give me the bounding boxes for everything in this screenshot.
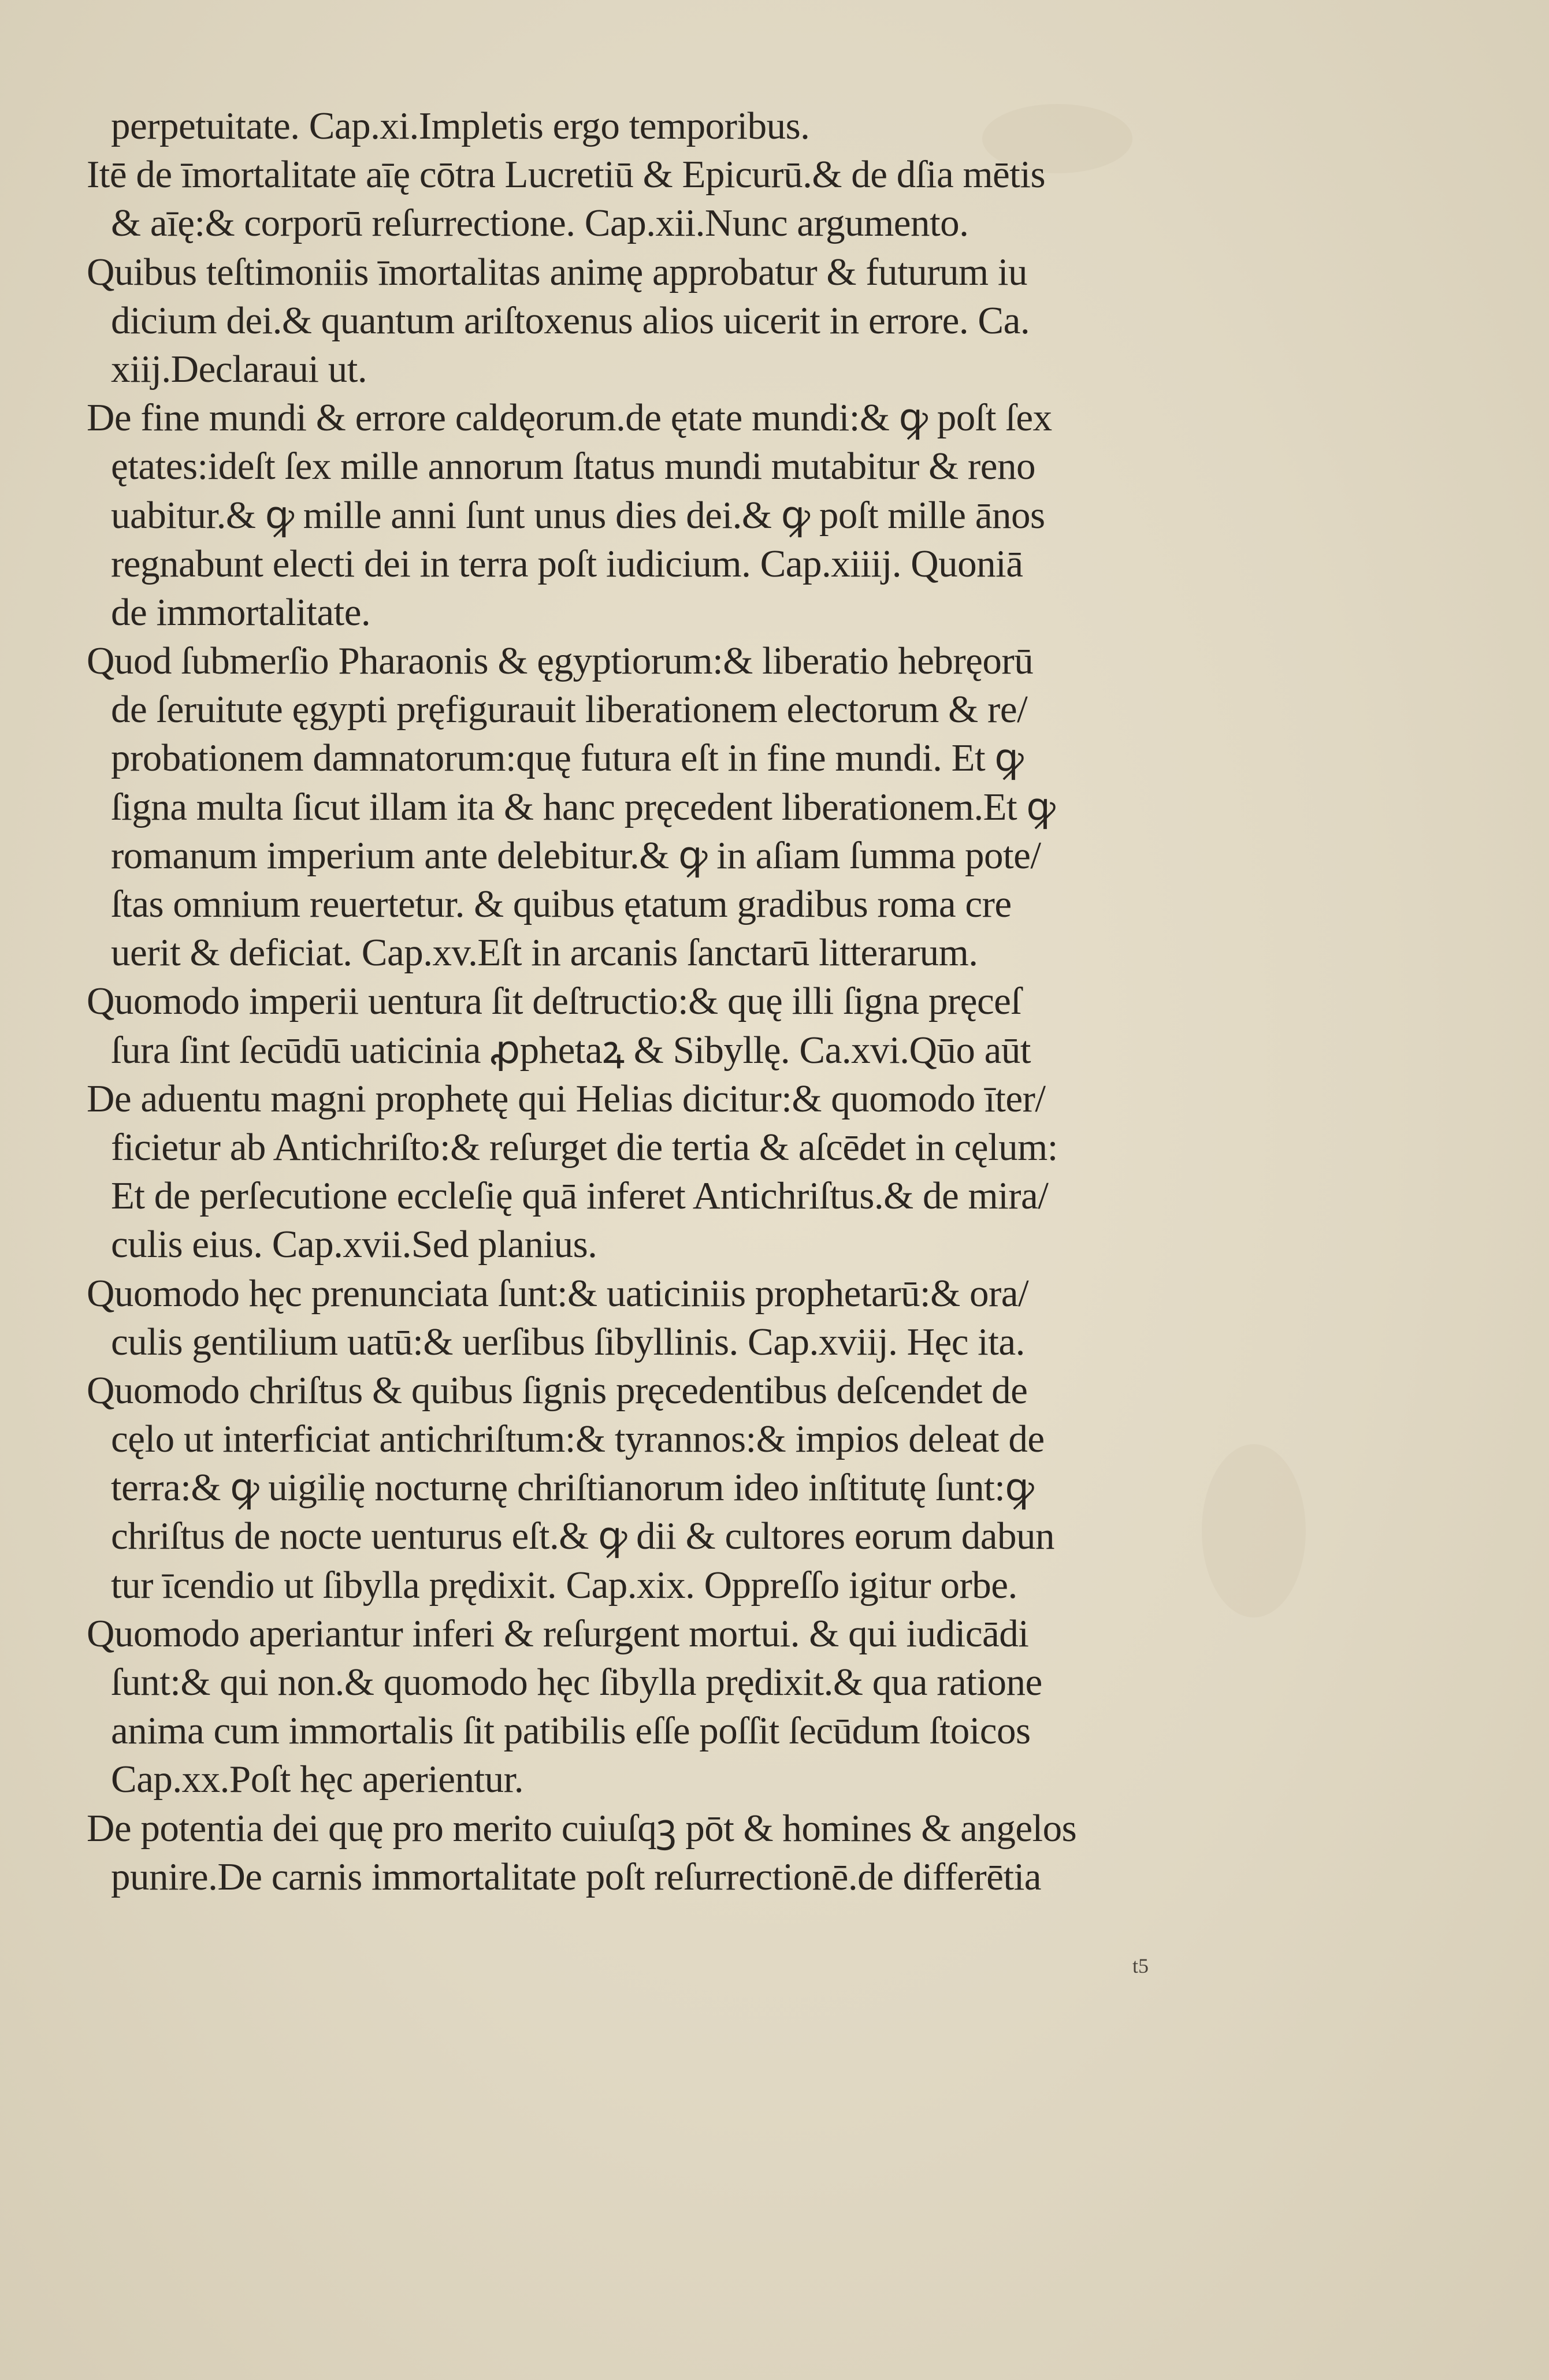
text-line: cęlo ut interficiat antichriſtum:& tyrannos:& impios deleat de [111,1418,1045,1461]
text-line: uerit & deficiat. Cap.xv.Eſt in arcanis ſanctarū litterarum. [111,931,978,975]
text-line: Quod ſubmerſio Pharaonis & ęgyptiorum:& liberatio hebręorū [87,639,1034,683]
text-line: culis eius. Cap.xvii.Sed planius. [111,1223,597,1266]
text-line: De aduentu magni prophetę qui Helias dicitur:& quomodo īter/ [87,1077,1046,1120]
text-line: regnabunt electi dei in terra poſt iudicium. Cap.xiiij. Quoniā [111,542,1023,585]
text-line: perpetuitate. Cap.xi.Impletis ergo temporibus. [111,105,810,147]
text-line: tur īcendio ut ſibylla prędixit. Cap.xix. Oppreſſo igitur orbe. [111,1563,1017,1606]
text-line: ſunt:& qui non.& quomodo hęc ſibylla prędixit.& qua ratione [111,1661,1042,1704]
text-line: ſigna multa ſicut illam ita & hanc pręcedent liberationem.Et ꝙ [111,785,1056,828]
text-line: de immortalitate. [111,590,371,634]
text-line: dicium dei.& quantum ariſtoxenus alios uicerit in errore. Ca. [111,299,1030,342]
text-line: ficietur ab Antichriſto:& reſurget die tertia & aſcēdet in cęlum: [111,1125,1058,1169]
text-line: uabitur.& ꝙ mille anni ſunt unus dies dei.& ꝙ poſt mille ānos [111,493,1045,537]
text-line: Quomodo imperii uentura ſit deſtructio:& quę illi ſigna pręceſ [87,980,1021,1023]
text-line: De potentia dei quę pro merito cuiuſqꝫ pōt & homines & angelos [87,1806,1077,1850]
text-line: de ſeruitute ęgypti pręfigurauit liberationem electorum & re/ [111,688,1028,731]
text-line: Quibus teſtimoniis īmortalitas animę approbatur & futurum iu [87,250,1027,293]
text-line: ſura ſint ſecūdū uaticinia ꝓphetaꝝ & Sibyllę. Ca.xvi.Qūo aūt [111,1028,1031,1072]
text-line: romanum imperium ante delebitur.& ꝙ in aſiam ſumma pote/ [111,834,1041,877]
text-line: ſtas omnium reuertetur. & quibus ętatum gradibus roma cre [111,883,1012,925]
text-line: Itē de īmortalitate aīę cōtra Lucretiū & Epicurū.& de dſia mētis [87,153,1046,196]
text-line: probationem damnatorum:quę futura eſt in fine mundi. Et ꝙ [111,737,1024,780]
text-line: Cap.xx.Poſt hęc aperientur. [111,1758,524,1801]
text-line: anima cum immortalis ſit patibilis eſſe poſſit ſecūdum ſtoicos [111,1709,1031,1753]
text-line: culis gentilium uatū:& uerſibus ſibyllinis. Cap.xviij. Hęc ita. [111,1320,1025,1363]
paper-stain [1202,1444,1306,1617]
text-line: Quomodo chriſtus & quibus ſignis pręcedentibus deſcendet de [87,1368,1028,1412]
text-line: punire.De carnis immortalitate poſt reſurrectionē.de differētia [111,1855,1041,1898]
table-of-contents-text [87,102,1184,1901]
signature-mark: t5 [1132,1954,1149,1977]
text-line: terra:& ꝙ uigilię nocturnę chriſtianorum ideo inſtitutę ſunt:ꝙ [111,1466,1034,1509]
text-line: chriſtus de nocte uenturus eſt.& ꝙ dii & cultores eorum dabun [111,1515,1055,1558]
text-line: De fine mundi & errore caldęorum.de ętate mundi:& ꝙ poſt ſex [87,396,1052,440]
text-line: xiij.Declaraui ut. [111,347,367,391]
text-line: Quomodo hęc prenunciata ſunt:& uaticiniis prophetarū:& ora/ [87,1271,1029,1315]
text-line: Et de perſecutione eccleſię quā inferet Antichriſtus.& de mira/ [111,1174,1049,1218]
text-line: & aīę:& corporū reſurrectione. Cap.xii.Nunc argumento. [111,202,969,245]
text-line: Quomodo aperiantur inferi & reſurgent mortui. & qui iudicādi [87,1612,1029,1655]
text-line: ętates:ideſt ſex mille annorum ſtatus mundi mutabitur & reno [111,445,1035,488]
